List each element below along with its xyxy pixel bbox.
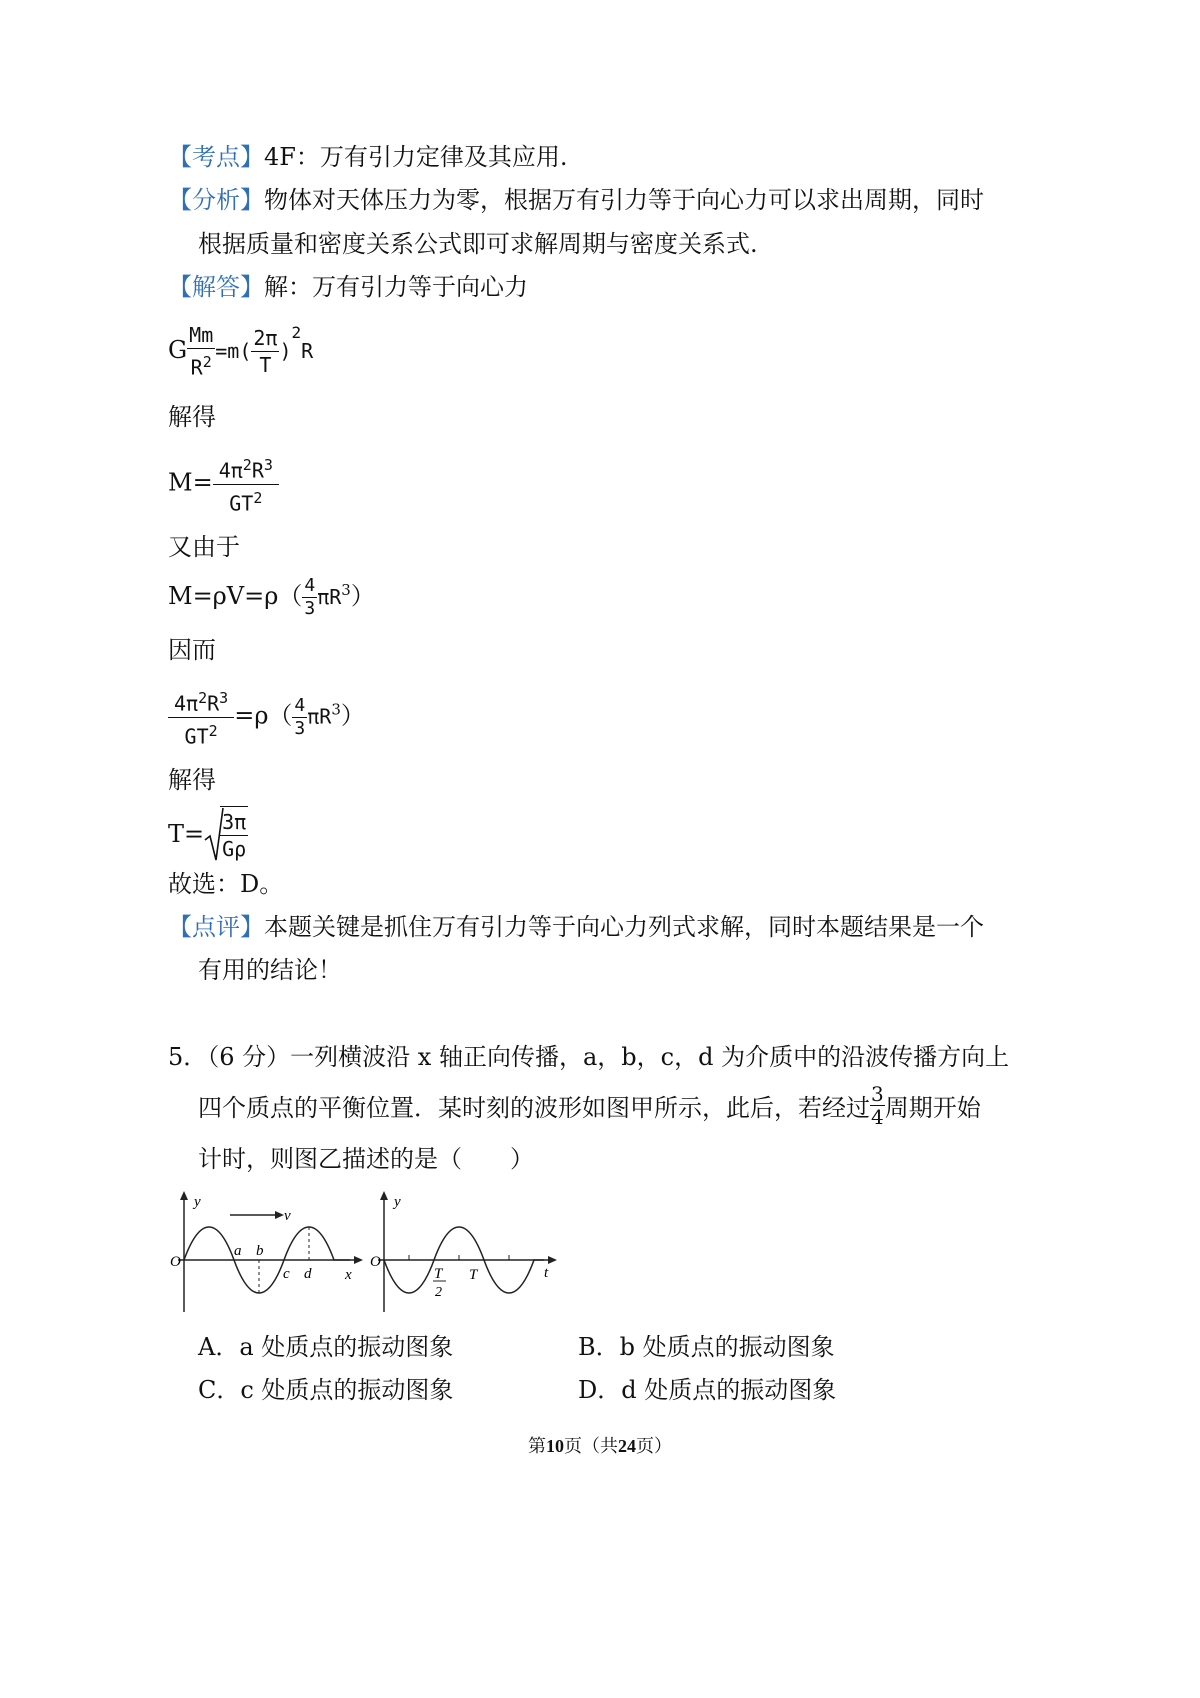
- eq3-close: ）: [350, 582, 375, 610]
- eq4-den: GT: [184, 724, 209, 749]
- eq1-den: R: [190, 355, 203, 380]
- guxuan: 故选：D。: [168, 870, 284, 898]
- eq3-lhs: M=ρV=ρ（: [168, 582, 303, 610]
- kaodian-text: 4F：万有引力定律及其应用.: [264, 143, 568, 171]
- wave-label-c: c: [283, 1266, 290, 1282]
- youyu: 又由于: [168, 533, 240, 561]
- eq4-mid: =ρ（: [234, 701, 293, 730]
- eq5-den: Gρ: [222, 837, 247, 861]
- dianping-tag: 【点评】: [168, 913, 264, 941]
- eq4-rest: πR: [307, 704, 332, 729]
- eq1-fraction: [187, 322, 215, 381]
- eq2-num2: R: [251, 458, 264, 483]
- eq4-close: ）: [340, 701, 365, 730]
- wave-y-arrow-icon: [180, 1191, 188, 1200]
- jieda-text: 解：万有引力等于向心力: [264, 273, 528, 301]
- fenxi-tag: 【分析】: [168, 186, 264, 214]
- jieda-line: [168, 270, 528, 304]
- page-footer: 第10页（共24页）: [528, 1436, 672, 1456]
- wave-label-b: b: [256, 1243, 264, 1259]
- page-number: 10: [546, 1436, 564, 1456]
- eq5-fraction: [220, 806, 248, 862]
- wave-label-a: a: [234, 1243, 242, 1259]
- kaodian-tag: 【考点】: [168, 143, 264, 171]
- eq4-fnum: 4: [294, 694, 306, 716]
- dianping-line2: 有用的结论！: [198, 956, 342, 984]
- wave-label-d: d: [304, 1266, 312, 1282]
- vib-label-time: t: [544, 1265, 549, 1281]
- fenxi-line1: [168, 183, 984, 217]
- wave-label-y: y: [194, 1194, 201, 1210]
- vib-y-arrow-icon: [380, 1191, 388, 1200]
- eq2-den: GT: [229, 491, 254, 516]
- option-c[interactable]: C．c 处质点的振动图象: [198, 1376, 454, 1404]
- vib-label-y: y: [394, 1194, 401, 1210]
- question-fraction: [870, 1083, 885, 1128]
- wave-label-o: O: [170, 1254, 181, 1270]
- eq4-num: 4π: [174, 691, 199, 716]
- question-line2: [198, 1083, 981, 1133]
- fenxi-text1: 物体对天体压力为零，根据万有引力等于向心力可以求出周期，同时: [264, 186, 984, 214]
- eq5-num: 3π: [222, 810, 247, 834]
- wave-label-v: v: [284, 1208, 291, 1224]
- eq4-num2-sup: 3: [219, 689, 229, 707]
- eq2-den-sup: 2: [253, 488, 263, 507]
- question-frac-den: 4: [871, 1105, 884, 1129]
- vib-label-t: T: [469, 1267, 478, 1283]
- eq3-num: 4: [304, 575, 316, 596]
- eq4-num-sup: 2: [198, 689, 208, 707]
- velocity-arrow-icon: [275, 1211, 284, 1219]
- wave-x-arrow-icon: [354, 1256, 363, 1264]
- eq2-fraction: [213, 452, 279, 516]
- eq4-fraction: [168, 685, 234, 749]
- option-a[interactable]: A．a 处质点的振动图象: [198, 1333, 454, 1361]
- option-d[interactable]: D．d 处质点的振动图象: [578, 1376, 837, 1404]
- question-line3: 计时，则图乙描述的是（ ）: [198, 1145, 534, 1173]
- eq4-small-fraction: [292, 695, 307, 740]
- eq4-den-sup: 2: [208, 721, 218, 740]
- eq2-num: 4π: [218, 458, 243, 483]
- eq4-fden: 3: [294, 717, 306, 739]
- option-b[interactable]: B．b 处质点的振动图象: [578, 1333, 835, 1361]
- equation-5: [168, 806, 248, 862]
- question-frac-num: 3: [871, 1082, 884, 1106]
- vib-label-t-half-den: 2: [435, 1285, 442, 1300]
- eq3-rest: πR: [317, 585, 342, 609]
- eq1-mid: =m(: [215, 338, 252, 363]
- eq4-num2: R: [207, 691, 220, 716]
- eq1-sup: 2: [291, 322, 302, 342]
- eq1-close: ): [279, 338, 292, 363]
- eq1-num2: 2π: [253, 325, 278, 350]
- wave-label-x: x: [345, 1267, 352, 1283]
- yiner: 因而: [168, 636, 216, 664]
- sqrt-sign-icon: [204, 806, 224, 862]
- eq1-num: Mm: [189, 323, 214, 347]
- eq1-den-sup: 2: [202, 353, 212, 371]
- eq5-lhs: T=: [168, 820, 205, 848]
- eq2-num-sup: 2: [242, 456, 252, 474]
- jiede-2: 解得: [168, 766, 216, 794]
- dianping-line1: [168, 910, 984, 944]
- eq2-num2-sup: 3: [263, 456, 273, 474]
- question-text2a: 四个质点的平衡位置．某时刻的波形如图甲所示，此后，若经过: [198, 1094, 870, 1122]
- wave-graph: [168, 1190, 368, 1315]
- eq1-den2: T: [259, 352, 272, 377]
- vib-label-o: O: [370, 1254, 381, 1270]
- question-line1: 5．（6 分）一列横波沿 x 轴正向传播，a，b，c，d 为介质中的沿波传播方向上: [168, 1043, 1010, 1071]
- eq1-g: G: [168, 335, 188, 364]
- fenxi-line2: 根据质量和密度关系公式即可求解周期与密度关系式.: [198, 230, 758, 258]
- kaodian-line: [168, 140, 568, 174]
- eq1-fraction2: [251, 325, 279, 378]
- eq2-lhs: M=: [168, 468, 213, 497]
- jiede-1: 解得: [168, 403, 216, 431]
- vib-t-arrow-icon: [548, 1256, 557, 1264]
- eq3-rest-sup: 3: [341, 581, 351, 599]
- question-text2b: 周期开始: [884, 1094, 981, 1122]
- eq3-fraction: [302, 575, 317, 620]
- eq1-end: R: [301, 338, 314, 363]
- dianping-text1: 本题关键是抓住万有引力等于向心力列式求解，同时本题结果是一个: [264, 913, 984, 941]
- equation-1: [168, 322, 313, 381]
- equation-4: [168, 685, 365, 749]
- equation-2: [168, 452, 279, 516]
- jieda-tag: 【解答】: [168, 273, 264, 301]
- eq3-den: 3: [304, 598, 316, 619]
- page-total: 24: [618, 1436, 636, 1456]
- equation-3: [168, 575, 375, 620]
- vib-label-t-half-num: T: [434, 1266, 443, 1282]
- vibration-graph: [368, 1190, 568, 1315]
- eq5-sqrt: [204, 806, 248, 862]
- eq4-rest-sup: 3: [331, 700, 341, 719]
